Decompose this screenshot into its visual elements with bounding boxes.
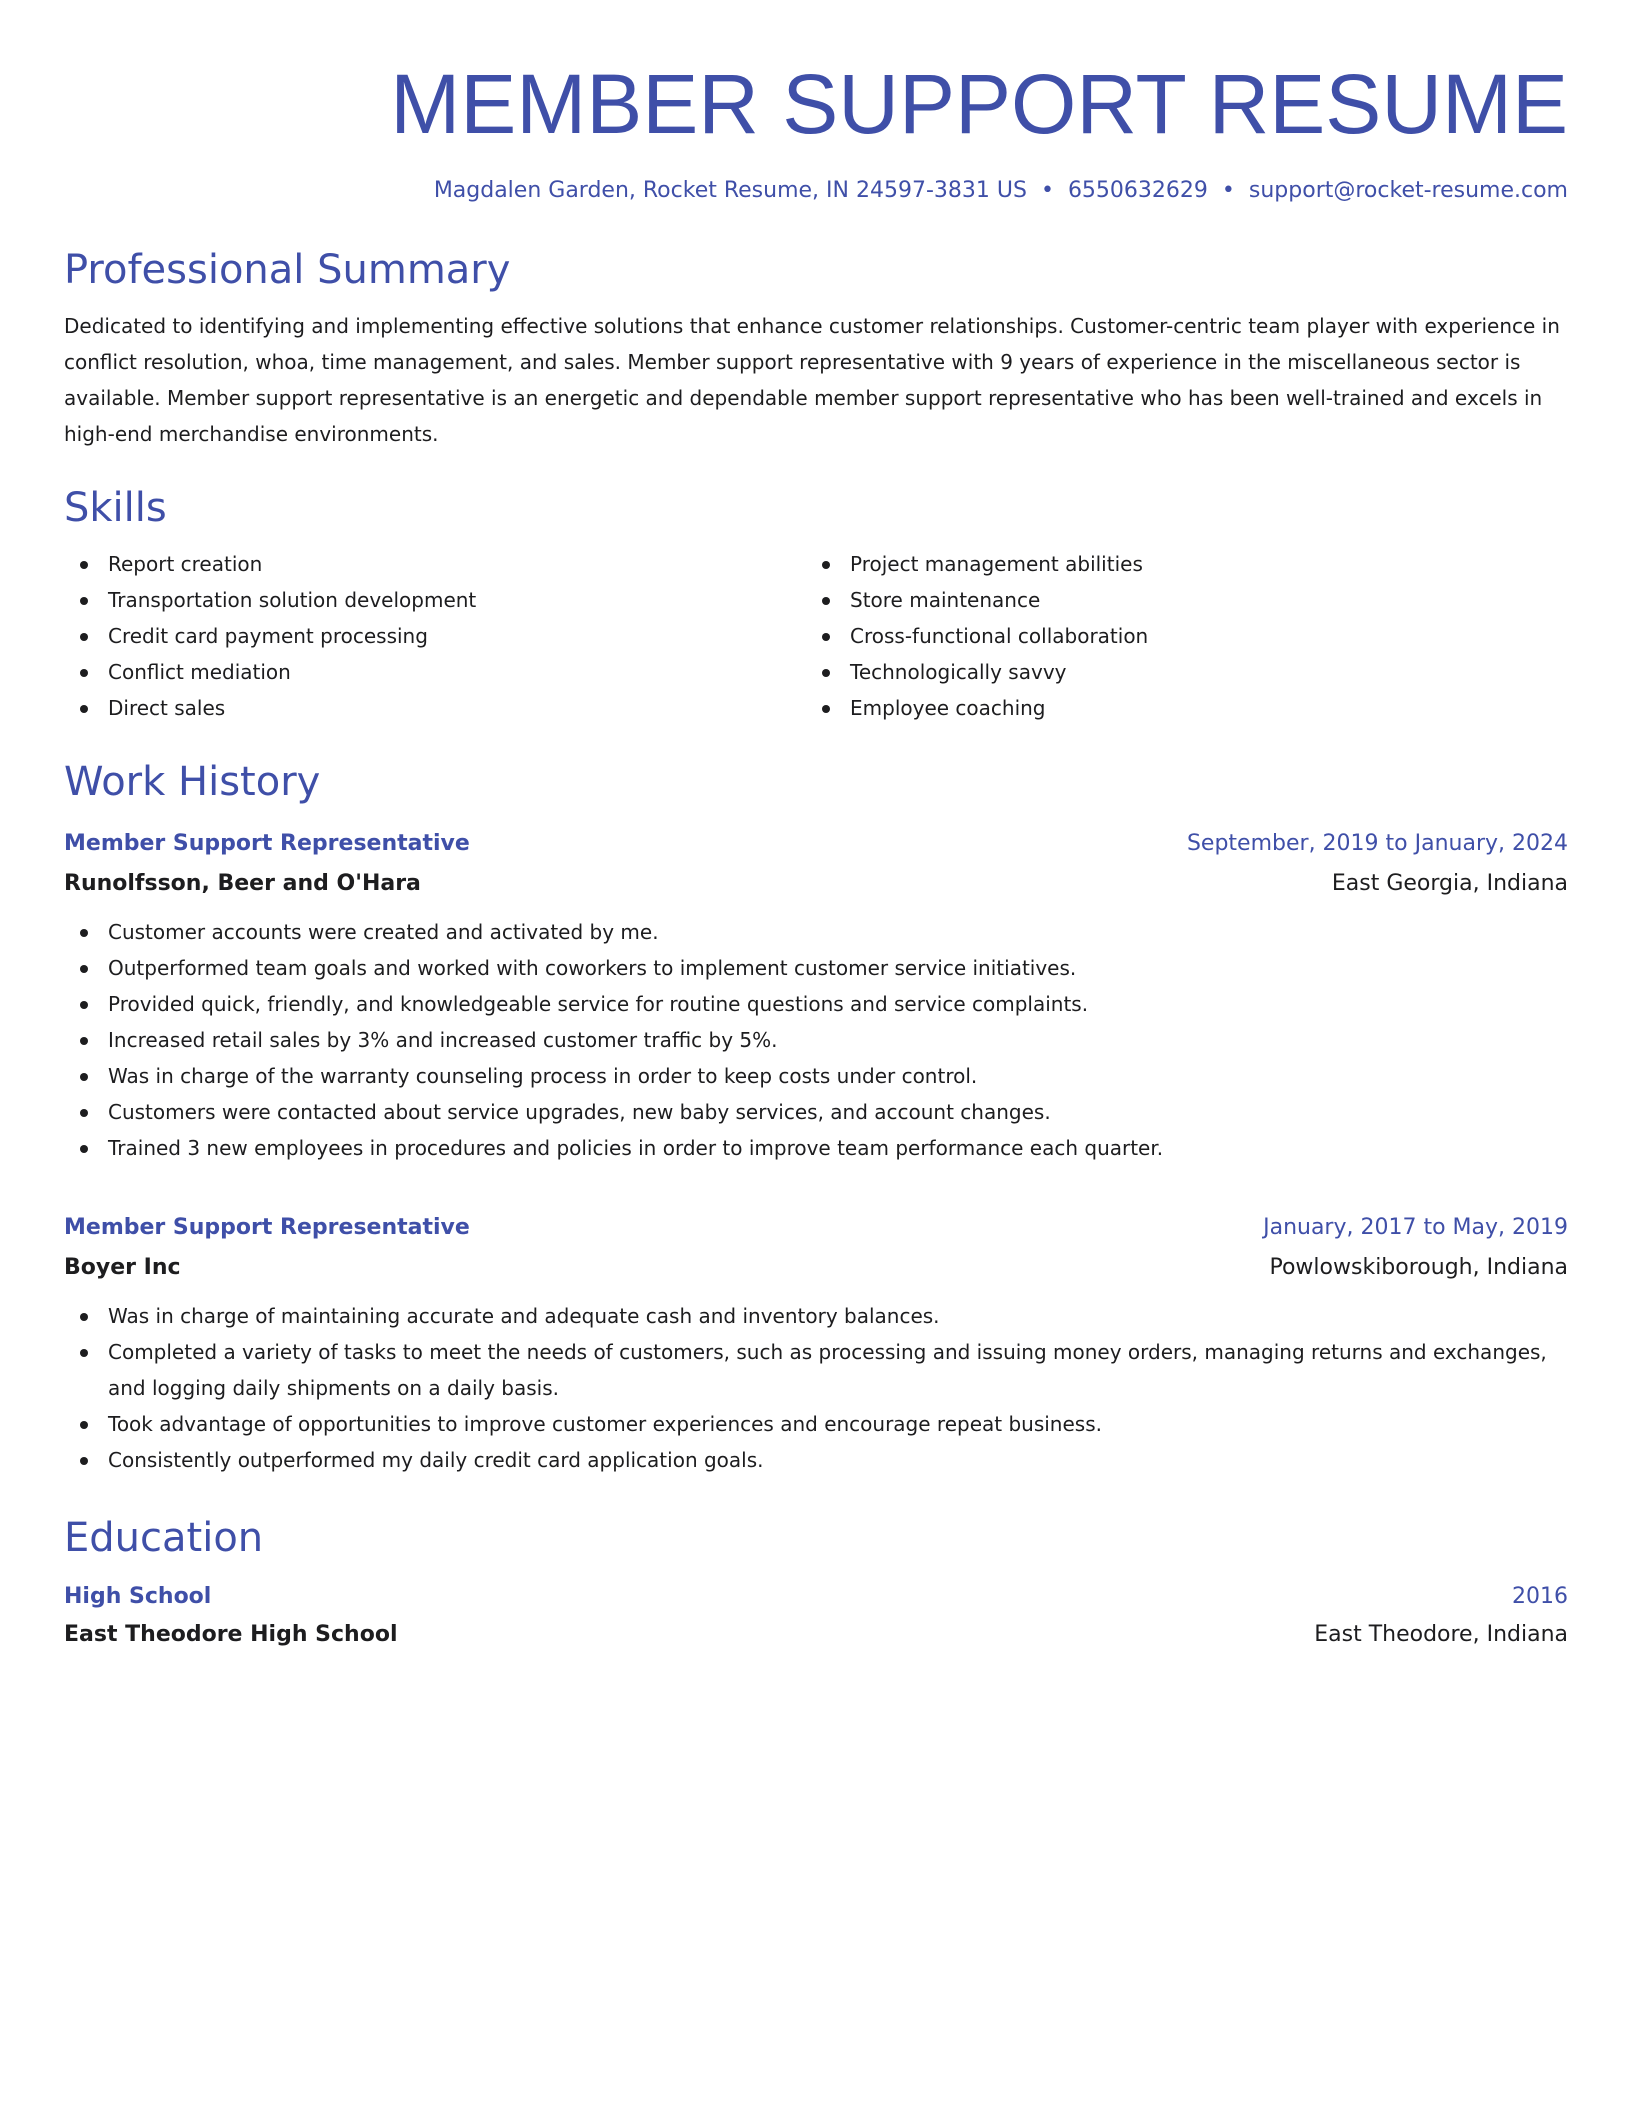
contact-phone: 6550632629 bbox=[1067, 178, 1208, 203]
skill-item: Employee coaching bbox=[806, 690, 1548, 726]
skill-item: Direct sales bbox=[64, 690, 806, 726]
summary-heading: Professional Summary bbox=[64, 247, 511, 293]
resume-page bbox=[64, 0, 1568, 1654]
job-entry bbox=[64, 1208, 1568, 1478]
job-header-row bbox=[64, 824, 1568, 864]
job-bullet: Consistently outperformed my daily credit card application goals. bbox=[64, 1442, 1568, 1478]
job-location: Powlowskiborough, Indiana bbox=[1269, 1255, 1568, 1280]
job-header-row bbox=[64, 1208, 1568, 1248]
education-degree: High School bbox=[64, 1584, 212, 1609]
job-bullet: Was in charge of maintaining accurate and adequate cash and inventory balances. bbox=[64, 1298, 1568, 1334]
job-company: Boyer Inc bbox=[64, 1255, 181, 1280]
job-title: Member Support Representative bbox=[64, 1215, 470, 1240]
job-bullet: Was in charge of the warranty counseling process in order to keep costs under control. bbox=[64, 1058, 1568, 1094]
contact-separator: • bbox=[1221, 178, 1235, 203]
skill-item: Store maintenance bbox=[806, 582, 1548, 618]
job-dates: January, 2017 to May, 2019 bbox=[1263, 1215, 1568, 1240]
skill-item: Conflict mediation bbox=[64, 654, 806, 690]
job-title: Member Support Representative bbox=[64, 831, 470, 856]
contact-separator: • bbox=[1040, 178, 1054, 203]
job-dates: September, 2019 to January, 2024 bbox=[1186, 831, 1568, 856]
job-bullets bbox=[64, 1298, 1568, 1478]
contact-line bbox=[64, 176, 1568, 206]
job-location: East Georgia, Indiana bbox=[1331, 871, 1568, 896]
summary-text: Dedicated to identifying and implementing effective solutions that enhance customer relationships. Customer-centric team player with experience in conflict resolution, whoa, time management, and sales. Member support representative with 9 years of experience in the miscellaneous sector is available. Member support representative is an energetic and dependable member support representative who has been well-trained and excels in high-end merchandise environments. bbox=[64, 314, 1560, 446]
skill-item: Project management abilities bbox=[806, 546, 1548, 582]
job-company-row bbox=[64, 864, 1568, 904]
education-location: East Theodore, Indiana bbox=[1314, 1622, 1568, 1647]
job-company-row bbox=[64, 1248, 1568, 1288]
skills-column-left bbox=[64, 546, 806, 726]
job-bullet: Took advantage of opportunities to improve customer experiences and encourage repeat business. bbox=[64, 1406, 1568, 1442]
job-bullet: Customer accounts were created and activated by me. bbox=[64, 914, 1568, 950]
education-heading: Education bbox=[64, 1515, 264, 1561]
skill-item: Credit card payment processing bbox=[64, 618, 806, 654]
skills-column-right bbox=[806, 546, 1548, 726]
job-bullet: Completed a variety of tasks to meet the needs of customers, such as processing and issuing money orders, managing returns and exchanges, and logging daily shipments on a daily basis. bbox=[64, 1334, 1568, 1406]
education-school-row bbox=[64, 1616, 1568, 1654]
skill-item: Transportation solution development bbox=[64, 582, 806, 618]
job-bullets bbox=[64, 914, 1568, 1166]
contact-address: Magdalen Garden, Rocket Resume, IN 24597-3831 US bbox=[433, 178, 1027, 203]
skill-item: Report creation bbox=[64, 546, 806, 582]
skill-item: Cross-functional collaboration bbox=[806, 618, 1548, 654]
skills-list bbox=[64, 546, 1568, 726]
job-bullet: Outperformed team goals and worked with coworkers to implement customer service initiatives. bbox=[64, 950, 1568, 986]
skills-heading: Skills bbox=[64, 485, 167, 531]
work-history-heading: Work History bbox=[64, 759, 321, 805]
education-year: 2016 bbox=[1512, 1584, 1568, 1609]
job-company: Runolfsson, Beer and O'Hara bbox=[64, 871, 421, 896]
education-degree-row bbox=[64, 1578, 1568, 1616]
job-bullet: Provided quick, friendly, and knowledgeable service for routine questions and service complaints. bbox=[64, 986, 1568, 1022]
job-entry bbox=[64, 824, 1568, 1166]
education-entry bbox=[64, 1578, 1568, 1654]
resume-title: MEMBER SUPPORT RESUME bbox=[390, 57, 1568, 151]
job-bullet: Customers were contacted about service upgrades, new baby services, and account changes. bbox=[64, 1094, 1568, 1130]
contact-email: support@rocket-resume.com bbox=[1248, 178, 1568, 203]
job-bullet: Trained 3 new employees in procedures and policies in order to improve team performance each quarter. bbox=[64, 1130, 1568, 1166]
skill-item: Technologically savvy bbox=[806, 654, 1548, 690]
job-bullet: Increased retail sales by 3% and increased customer traffic by 5%. bbox=[64, 1022, 1568, 1058]
education-school: East Theodore High School bbox=[64, 1622, 398, 1647]
